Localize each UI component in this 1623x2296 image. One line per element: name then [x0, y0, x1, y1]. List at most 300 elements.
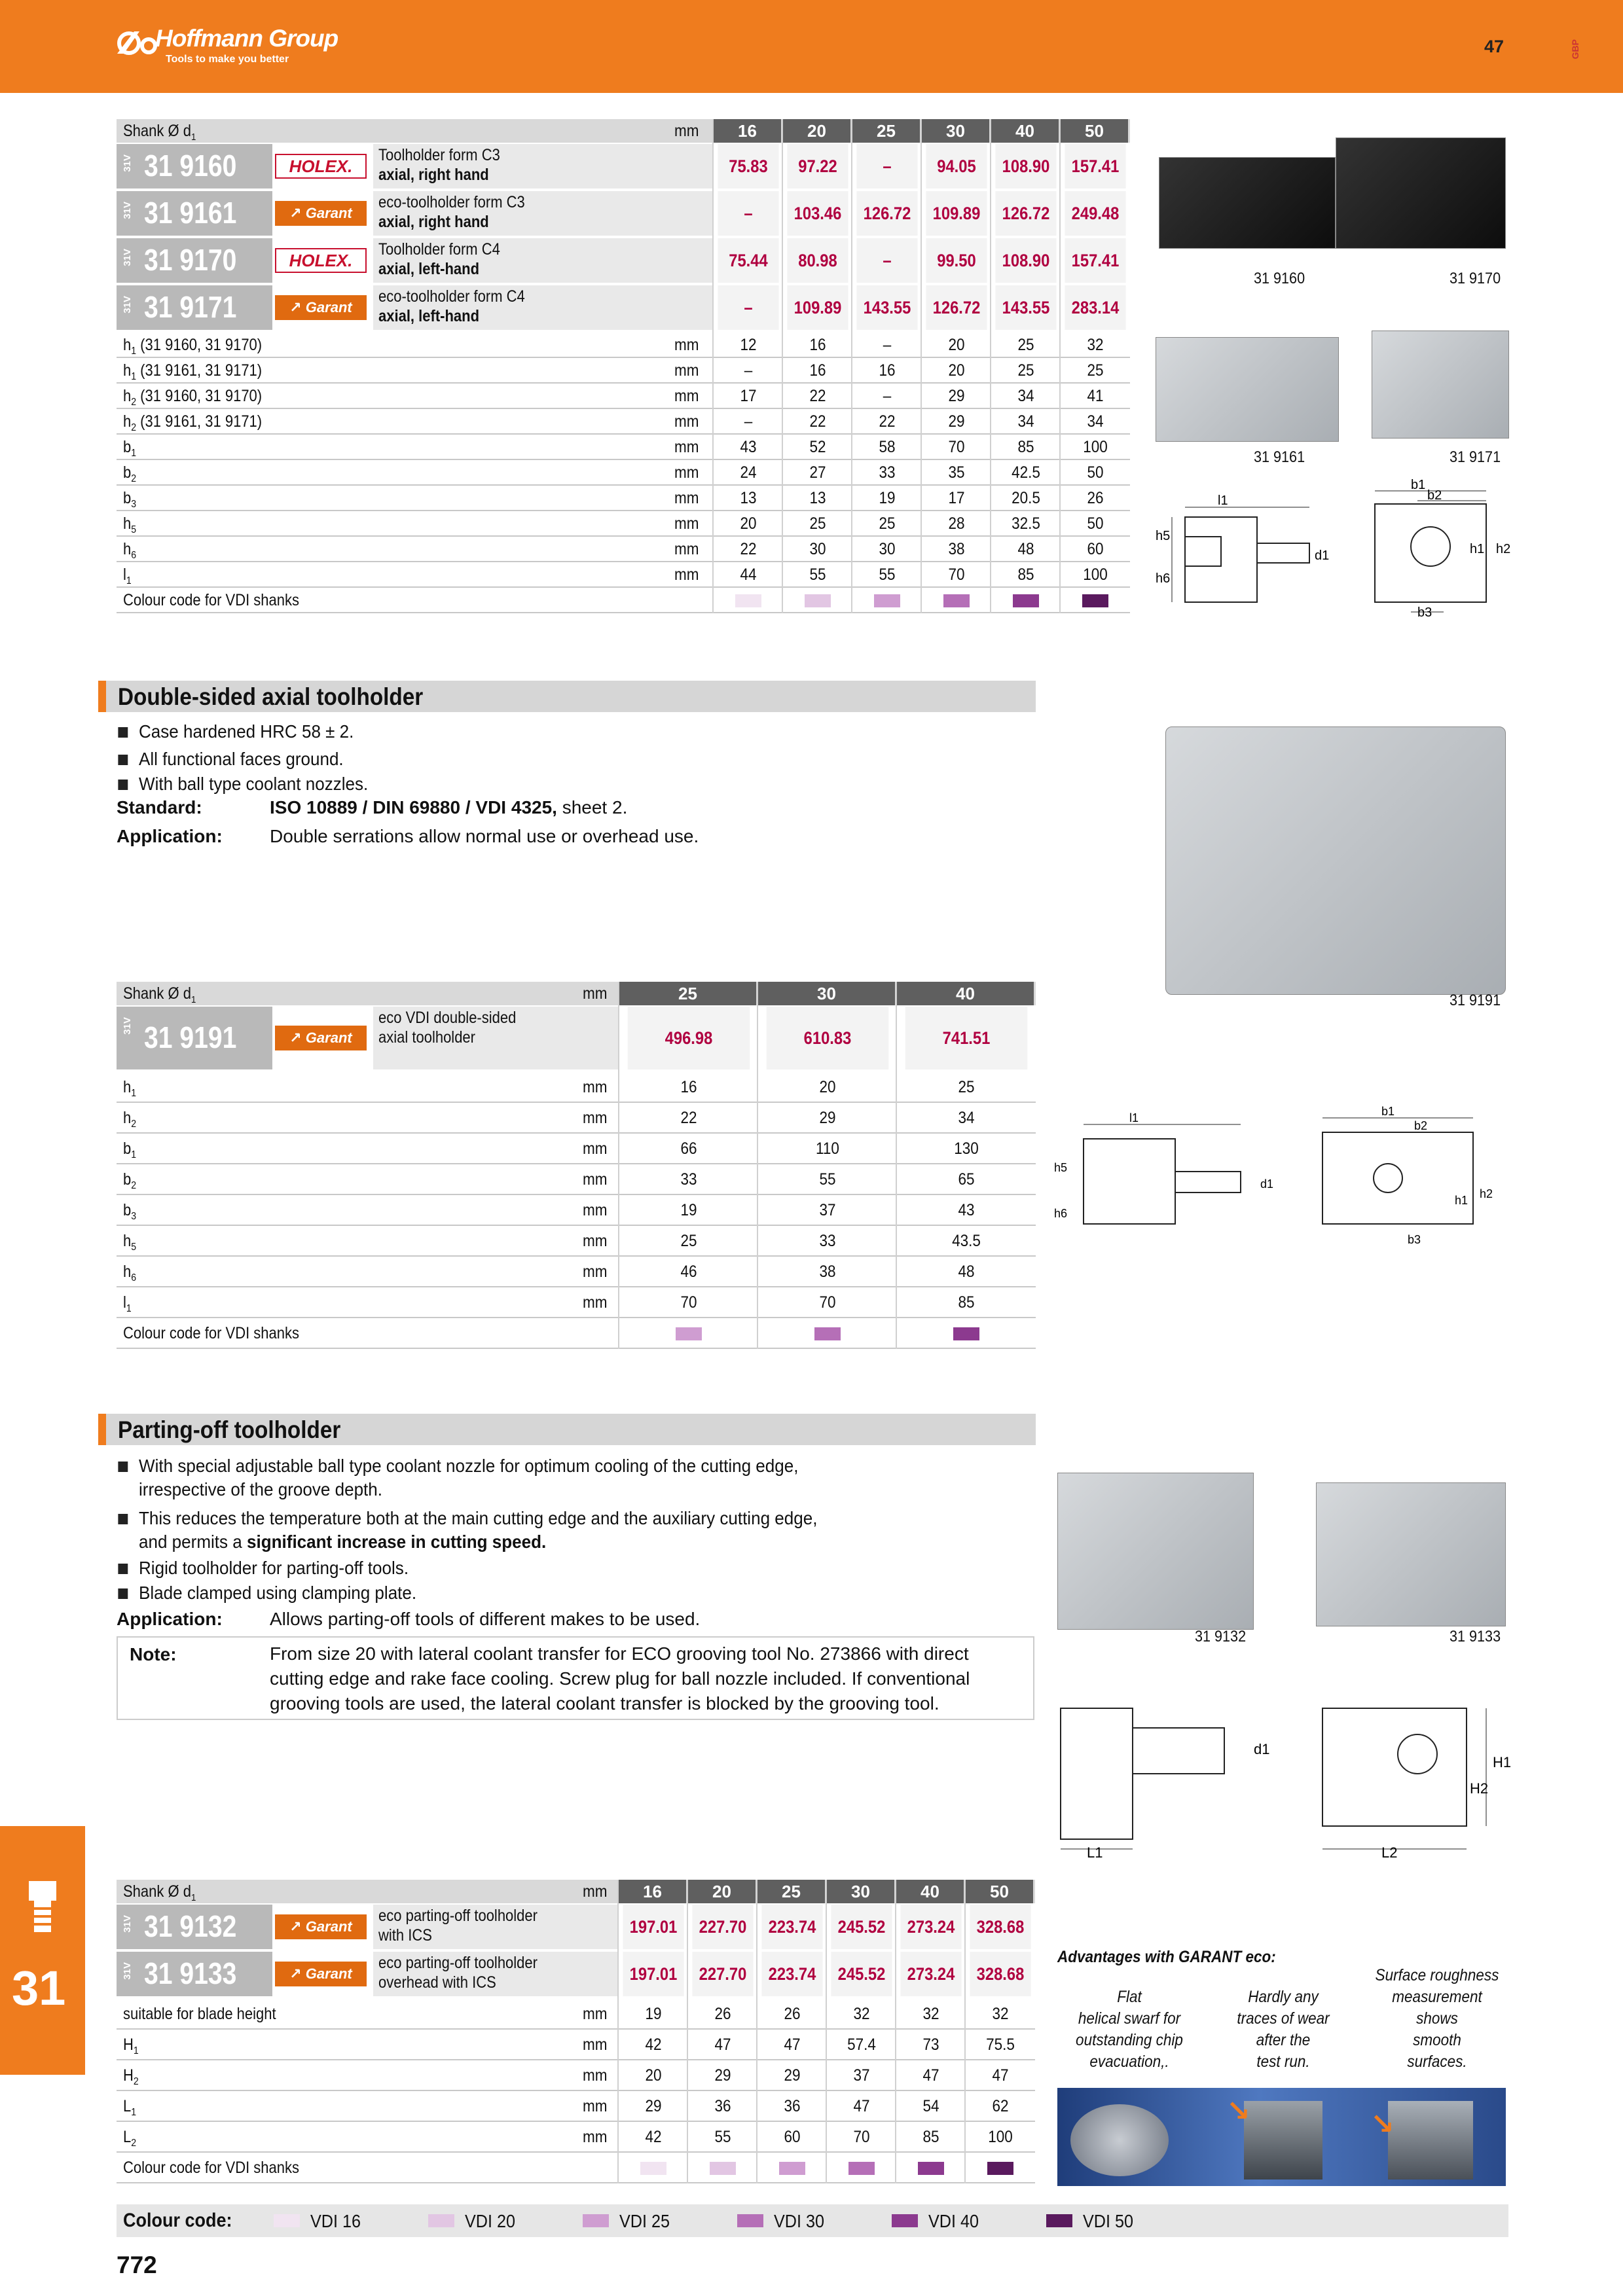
note-box: Note: From size 20 with lateral coolant transfer for ECO grooving tool No. 273866 with direct cutting edge and rake face cooling. Screw plug for ball nozzle included. If conventional grooving tools are used, the lateral coolant transfer is blocked by the grooving tool.: [117, 1636, 1034, 1720]
dimension-value: 34: [1017, 412, 1034, 431]
article-description: Toolholder form C3 axial, right hand: [378, 146, 500, 184]
dimension-value: 32: [922, 2005, 939, 2023]
bullet: This reduces the temperature both at the main cutting edge and the auxiliary cutting edge, and permits a significant increase in cutting speed.: [139, 1507, 817, 1554]
dimension-label: $b_3$: [123, 489, 137, 510]
bullet: With ball type coolant nozzles.: [139, 772, 368, 796]
standard-value: ISO 10889 / DIN 69880 / VDI 4325, sheet 2.: [270, 797, 628, 817]
legend-swatch: [583, 2214, 609, 2227]
price-cell: –: [718, 285, 778, 330]
dimension-value: 19: [879, 489, 896, 507]
dimension-unit: mm: [674, 412, 699, 431]
brand-name: Hoffmann Group: [155, 25, 338, 52]
dimension-value: 54: [922, 2097, 939, 2115]
size-header: 40: [991, 119, 1059, 143]
legend-label: VDI 40: [928, 2211, 979, 2231]
dimension-value: 25: [809, 514, 826, 533]
price-cell: 197.01: [623, 1905, 684, 1949]
size-header: 30: [758, 982, 895, 1005]
price-cell: 610.83: [767, 1007, 889, 1069]
price-cell: –: [856, 238, 917, 283]
dimension-label: $b_1$: [123, 438, 137, 459]
dimension-value: 70: [948, 438, 965, 456]
dimension-value: 60: [1087, 540, 1104, 558]
arrow-icon: ↘: [1370, 2108, 1395, 2140]
caption-319133: 31 9133: [1450, 1628, 1501, 1645]
dimension-unit: mm: [583, 1139, 608, 1158]
article-number: 31 9191: [144, 1020, 237, 1054]
dimension-value: 55: [714, 2128, 731, 2146]
section-title-double-sided: Double-sided axial toolholder: [98, 681, 1036, 712]
bullet: With special adjustable ball type coolant nozzle for optimum cooling of the cutting edge, irrespective of the groove depth.: [139, 1454, 798, 1501]
dimension-row: [117, 1195, 1036, 1226]
dimension-value: 43: [958, 1201, 975, 1219]
legend-label: VDI 25: [619, 2211, 670, 2231]
dimension-label: suitable for blade height: [123, 2005, 276, 2023]
dimension-value: 70: [819, 1293, 836, 1312]
dimension-value: 19: [680, 1201, 697, 1219]
dimension-value: 35: [948, 463, 965, 482]
article-number: 31 9132: [144, 1909, 237, 1943]
dimension-value: 47: [784, 2036, 801, 2054]
legend-label: VDI 16: [310, 2211, 361, 2231]
dimension-value: 25: [680, 1232, 697, 1250]
size-header: 30: [922, 119, 989, 143]
price-cell: –: [856, 144, 917, 188]
header-bar: [0, 0, 1623, 93]
product-photo-319171: [1372, 331, 1509, 439]
dimension-value: 33: [680, 1170, 697, 1189]
price-cell: 273.24: [900, 1905, 961, 1949]
vdi-colour-swatch: [814, 1327, 841, 1340]
dimension-value: 38: [948, 540, 965, 558]
dimension-value: 24: [740, 463, 757, 482]
dimension-row: [117, 1287, 1036, 1318]
unit-label: mm: [583, 1882, 608, 1901]
hoffmann-logo-icon: [115, 27, 160, 56]
price-cell: 245.52: [831, 1952, 892, 1996]
dimension-unit: mm: [583, 1109, 608, 1127]
bullet: All functional faces ground.: [139, 747, 344, 771]
article-number-box: 31V 31 9170: [117, 238, 272, 283]
dim-b1: b1: [1411, 478, 1426, 492]
shank-label: Shank Ø $d_1$: [123, 984, 196, 1005]
vdi-colour-swatch: [953, 1327, 979, 1340]
dimension-value: 26: [784, 2005, 801, 2023]
dim-l1: l1: [1218, 493, 1228, 508]
article-description: eco-toolholder form C4 axial, left-hand: [378, 287, 525, 325]
dimension-value: 17: [948, 489, 965, 507]
dimension-unit: mm: [583, 2005, 608, 2023]
dimension-unit: mm: [583, 2128, 608, 2146]
dimension-value: 29: [948, 412, 965, 431]
dimension-value: 42: [645, 2036, 662, 2054]
dimension-value: 85: [958, 1293, 975, 1312]
catalog-page-number: 47: [1484, 37, 1504, 56]
price-cell: 157.41: [1065, 144, 1125, 188]
dim-h5: h5: [1054, 1161, 1068, 1174]
arrow-icon: ↘: [1226, 2095, 1250, 2127]
dim-h2: h2: [1480, 1187, 1493, 1200]
dim-L2: L2: [1381, 1844, 1398, 1861]
colour-code-row-label: Colour code for VDI shanks: [123, 591, 300, 609]
dimension-value: 25: [1017, 336, 1034, 354]
product-photo-319132: [1057, 1473, 1254, 1630]
section-title-parting-off: Parting-off toolholder: [98, 1414, 1036, 1445]
dimension-value: 100: [988, 2128, 1013, 2146]
article-number-box: 31V 31 9132: [117, 1905, 272, 1949]
brand-logo-garant: [275, 1962, 367, 1986]
dimension-value: 36: [714, 2097, 731, 2115]
dimension-value: 25: [1017, 361, 1034, 380]
brand-logo-garant: [275, 201, 367, 226]
swarf-image: [1070, 2104, 1169, 2176]
article-number: 31 9161: [144, 196, 237, 230]
price-cell: 245.52: [831, 1905, 892, 1949]
dimension-value: 17: [740, 387, 757, 405]
vdi-colour-swatch: [943, 594, 970, 607]
technical-drawing-319191-front: [1309, 1106, 1499, 1250]
dimension-label: $l_1$: [123, 565, 132, 586]
dimension-label: $h_2$ (31 9160, 31 9170): [123, 387, 263, 408]
dimension-label: $b_3$: [123, 1201, 137, 1222]
dimension-value: –: [883, 387, 892, 405]
dimension-value: 29: [819, 1109, 836, 1127]
price-cell: 496.98: [628, 1007, 750, 1069]
garant-logo-icon: ↗ Garant: [289, 1918, 352, 1935]
dimension-row: [117, 1226, 1036, 1257]
dim-b3: b3: [1408, 1233, 1421, 1246]
dimension-row: [117, 2060, 1035, 2091]
dimension-label: $h_5$: [123, 1232, 137, 1253]
dimension-unit: mm: [583, 1232, 608, 1250]
price-cell: 97.22: [787, 144, 848, 188]
dimension-value: 20: [948, 361, 965, 380]
dimension-value: 29: [645, 2097, 662, 2115]
dimension-label: $b_1$: [123, 1139, 137, 1160]
dim-H1: H1: [1493, 1754, 1512, 1770]
dimension-value: 29: [714, 2066, 731, 2085]
caption-319191: 31 9191: [1450, 992, 1501, 1009]
article-description: eco-toolholder form C3 axial, right hand: [378, 193, 525, 231]
dimension-value: 43: [740, 438, 757, 456]
product-photo-319161: [1156, 337, 1339, 442]
dimension-value: 26: [1087, 489, 1104, 507]
dimension-value: 13: [740, 489, 757, 507]
dimension-value: 20: [948, 336, 965, 354]
dimension-value: 22: [680, 1109, 697, 1127]
dimension-unit: mm: [583, 1201, 608, 1219]
price-cell: 227.70: [692, 1952, 753, 1996]
dimension-value: 85: [922, 2128, 939, 2146]
caption-319171: 31 9171: [1450, 448, 1501, 466]
vdi-colour-swatch: [918, 2162, 944, 2175]
legend-swatch: [274, 2214, 300, 2227]
dimension-value: –: [744, 412, 753, 431]
vdi-colour-swatch: [848, 2162, 875, 2175]
dimension-unit: mm: [674, 489, 699, 507]
technical-drawing-319133: [1316, 1702, 1512, 1859]
dimension-row: [117, 1103, 1036, 1134]
dimension-value: 34: [1087, 412, 1104, 431]
garant-logo-icon: ↗ Garant: [289, 1030, 352, 1046]
dim-d1: d1: [1254, 1741, 1270, 1757]
product-photo-319170: [1336, 137, 1506, 249]
price-cell: 99.50: [926, 238, 987, 283]
dimension-value: 55: [819, 1170, 836, 1189]
dimension-value: 50: [1087, 514, 1104, 533]
brand-logo-garant: [275, 295, 367, 320]
vdi-colour-swatch: [1013, 594, 1039, 607]
dimension-value: 25: [958, 1078, 975, 1096]
article-number-box: 31V 31 9191: [117, 1007, 272, 1069]
dimension-value: 70: [680, 1293, 697, 1312]
article-number: 31 9133: [144, 1956, 237, 1990]
dimension-value: 57.4: [847, 2036, 876, 2054]
legend-swatch: [1046, 2214, 1072, 2227]
advantages-photo-strip: [1057, 2088, 1506, 2186]
vdi-colour-swatch: [710, 2162, 736, 2175]
article-number: 31 9171: [144, 290, 237, 324]
dimension-value: 19: [645, 2005, 662, 2023]
dimension-label: $b_2$: [123, 463, 137, 484]
dim-L1: L1: [1087, 1844, 1103, 1861]
product-photo-319160: [1159, 157, 1336, 249]
dimension-label: $H_2$: [123, 2066, 139, 2087]
price-cell: 143.55: [995, 285, 1056, 330]
dim-d1: d1: [1315, 548, 1330, 563]
dimension-label: $h_1$ (31 9161, 31 9171): [123, 361, 263, 382]
application-label: Application:: [117, 826, 223, 846]
legend-label: VDI 50: [1083, 2211, 1134, 2231]
dimension-row: [117, 2091, 1035, 2122]
dimension-value: 34: [958, 1109, 975, 1127]
dimension-value: 30: [809, 540, 826, 558]
dim-l1: l1: [1129, 1111, 1139, 1124]
dimension-value: 22: [809, 387, 826, 405]
vdi-colour-swatch: [640, 2162, 666, 2175]
brand-logo-holex: HOLEX.: [275, 154, 367, 179]
colour-code-label: Colour code:: [123, 2210, 232, 2231]
price-cell: 126.72: [926, 285, 987, 330]
dimension-value: 44: [740, 565, 757, 584]
size-header: 40: [896, 1880, 964, 1903]
footer-page-number: 772: [117, 2251, 157, 2278]
advantages-title: Advantages with GARANT eco:: [1057, 1948, 1276, 1966]
dimension-value: 41: [1087, 387, 1104, 405]
price-cell: 197.01: [623, 1952, 684, 1996]
dim-h6: h6: [1156, 571, 1171, 586]
price-cell: 108.90: [995, 238, 1056, 283]
dim-b2: b2: [1427, 488, 1442, 503]
technical-drawing-319132: [1054, 1702, 1277, 1859]
dimension-label: $h_1$: [123, 1078, 137, 1099]
brand-logo-garant: [275, 1914, 367, 1939]
vdi-colour-swatch: [987, 2162, 1013, 2175]
standard-label: Standard:: [117, 797, 202, 817]
price-cell: 223.74: [761, 1952, 822, 1996]
product-photo-319191: [1165, 726, 1506, 995]
dimension-row: [117, 1257, 1036, 1287]
dimension-value: 62: [992, 2097, 1009, 2115]
technical-drawing-319191-side: [1051, 1113, 1286, 1230]
dimension-unit: mm: [674, 540, 699, 558]
dimension-unit: mm: [583, 1293, 608, 1312]
price-cell: 94.05: [926, 144, 987, 188]
dimension-unit: mm: [674, 361, 699, 380]
price-cell: 283.14: [1065, 285, 1125, 330]
dimension-value: –: [883, 336, 892, 354]
price-cell: 157.41: [1065, 238, 1125, 283]
legend-swatch: [737, 2214, 763, 2227]
vdi-colour-swatch: [779, 2162, 805, 2175]
dimension-value: 25: [879, 514, 896, 533]
application-value: Allows parting-off tools of different makes to be used.: [270, 1609, 701, 1629]
dimension-value: 85: [1017, 565, 1034, 584]
dimension-unit: mm: [674, 336, 699, 354]
surface-image: [1388, 2101, 1473, 2179]
dimension-unit: mm: [674, 514, 699, 533]
price-cell: 249.48: [1065, 191, 1125, 236]
size-header: 40: [897, 982, 1034, 1005]
size-header: 25: [852, 119, 920, 143]
dimension-value: 130: [954, 1139, 979, 1158]
dimension-value: 22: [879, 412, 896, 431]
bullet: Blade clamped using clamping plate.: [139, 1581, 416, 1605]
chapter-tab: [0, 1826, 85, 2075]
vdi-colour-swatch: [735, 594, 761, 607]
dimension-unit: mm: [674, 565, 699, 584]
article-number: 31 9170: [144, 243, 237, 277]
price-cell: 741.51: [905, 1007, 1028, 1069]
size-header: 16: [714, 119, 781, 143]
dimension-label: $h_6$: [123, 1263, 137, 1283]
dim-b3: b3: [1417, 605, 1432, 620]
price-cell: 80.98: [787, 238, 848, 283]
dimension-label: $H_1$: [123, 2036, 139, 2056]
dimension-value: 32: [992, 2005, 1009, 2023]
price-cell: 75.83: [718, 144, 778, 188]
application-label: Application:: [117, 1609, 223, 1629]
dimension-value: 28: [948, 514, 965, 533]
dimension-value: 37: [819, 1201, 836, 1219]
dimension-value: 46: [680, 1263, 697, 1281]
dimension-value: 25: [1087, 361, 1104, 380]
dimension-value: 37: [853, 2066, 870, 2085]
vdi-colour-swatch: [676, 1327, 702, 1340]
colour-code-row-label: Colour code for VDI shanks: [123, 2159, 300, 2177]
dimension-row: [117, 1072, 1036, 1103]
price-cell: 108.90: [995, 144, 1056, 188]
dim-H2: H2: [1470, 1780, 1489, 1797]
dimension-value: 47: [992, 2066, 1009, 2085]
size-header: 20: [783, 119, 850, 143]
dimension-label: $h_5$: [123, 514, 137, 535]
dimension-unit: mm: [583, 1078, 608, 1096]
unit-label: mm: [583, 984, 608, 1003]
price-cell: 109.89: [926, 191, 987, 236]
dimension-value: 47: [853, 2097, 870, 2115]
dimension-value: 29: [784, 2066, 801, 2085]
dimension-unit: mm: [583, 1170, 608, 1189]
article-description: eco parting-off toolholder overhead with ICS: [378, 1954, 538, 1992]
dim-d1: d1: [1260, 1177, 1274, 1191]
technical-drawing-side: [1152, 488, 1330, 615]
dimension-value: 38: [819, 1263, 836, 1281]
region-code: GBP: [1570, 39, 1580, 60]
dimension-value: 36: [784, 2097, 801, 2115]
dimension-value: 85: [1017, 438, 1034, 456]
size-header: 25: [757, 1880, 825, 1903]
vdi-colour-swatch: [874, 594, 900, 607]
dimension-value: 20: [645, 2066, 662, 2085]
dimension-value: 32: [1087, 336, 1104, 354]
dimension-value: 20.5: [1012, 489, 1040, 507]
dimension-unit: mm: [583, 2066, 608, 2085]
price-cell: 126.72: [995, 191, 1056, 236]
dimension-value: 27: [809, 463, 826, 482]
advantage-2: Hardly any traces of wear after the test run.: [1237, 1988, 1330, 2071]
legend-swatch: [428, 2214, 454, 2227]
dimension-value: 100: [1083, 565, 1108, 584]
dimension-value: 29: [948, 387, 965, 405]
dimension-label: $b_2$: [123, 1170, 137, 1191]
dimension-value: 110: [816, 1139, 839, 1158]
dim-h1: h1: [1470, 542, 1485, 556]
dimension-label: $h_2$: [123, 1109, 137, 1130]
dimension-value: 34: [1017, 387, 1034, 405]
dim-h2: h2: [1496, 542, 1511, 556]
shank-label: Shank Ø $d_1$: [123, 1882, 196, 1903]
vdi-colour-swatch: [1082, 594, 1108, 607]
article-number: 31 9160: [144, 149, 237, 183]
legend-label: VDI 20: [465, 2211, 516, 2231]
dimension-value: 65: [958, 1170, 975, 1189]
size-header: 16: [619, 1880, 686, 1903]
dimension-value: 42: [645, 2128, 662, 2146]
size-header: 25: [619, 982, 756, 1005]
caption-319160: 31 9160: [1254, 270, 1305, 287]
dimension-value: 32: [853, 2005, 870, 2023]
dimension-label: $h_6$: [123, 540, 137, 561]
dimension-value: 32.5: [1012, 514, 1040, 533]
price-cell: 109.89: [787, 285, 848, 330]
dim-h6: h6: [1054, 1207, 1068, 1220]
dimension-value: 22: [740, 540, 757, 558]
dimension-row: [117, 2122, 1035, 2153]
dimension-unit: mm: [674, 387, 699, 405]
dimension-value: 55: [809, 565, 826, 584]
brand-logo-garant: [275, 1026, 367, 1050]
dimension-unit: mm: [674, 463, 699, 482]
dimension-value: 13: [809, 489, 826, 507]
size-header: 50: [966, 1880, 1033, 1903]
price-cell: 227.70: [692, 1905, 753, 1949]
dimension-unit: mm: [583, 1263, 608, 1281]
dimension-value: 48: [1017, 540, 1034, 558]
dim-b1: b1: [1381, 1105, 1395, 1118]
garant-logo-icon: ↗ Garant: [289, 205, 352, 221]
garant-logo-icon: ↗ Garant: [289, 1965, 352, 1982]
technical-drawing-front: [1365, 478, 1516, 620]
wear-image: [1244, 2101, 1322, 2179]
dimension-value: 73: [922, 2036, 939, 2054]
brand-tagline: Tools to make you better: [166, 54, 289, 65]
dimension-value: 100: [1083, 438, 1108, 456]
dimension-unit: mm: [583, 2036, 608, 2054]
dimension-value: 12: [740, 336, 757, 354]
dimension-value: 75.5: [986, 2036, 1015, 2054]
price-cell: –: [718, 191, 778, 236]
